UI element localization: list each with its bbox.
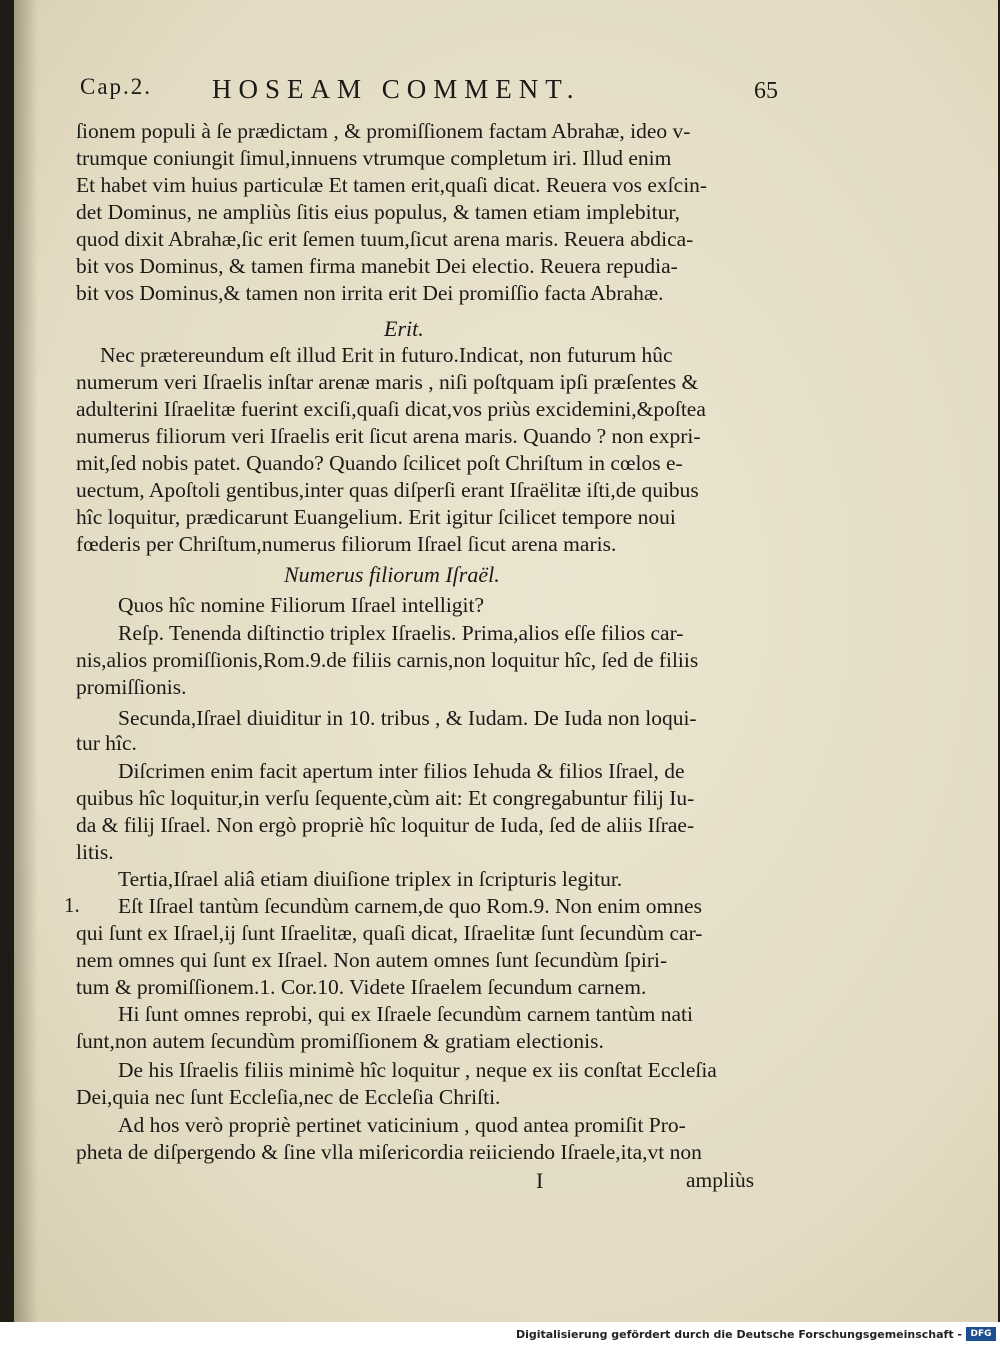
- section-heading-erit: Erit.: [384, 316, 424, 341]
- text-line: uectum, Apoſtoli gentibus,inter quas diſperſi erant Iſraëlitæ iſti,de quibus: [76, 478, 699, 502]
- text-line: Ad hos verò propriè pertinet vaticinium , quod antea promiſit Pro-: [118, 1113, 686, 1137]
- text-line: De his Iſraelis filiis minimè hîc loquitur , neque ex iis conſtat Eccleſia: [118, 1058, 717, 1082]
- text-line: pheta de diſpergendo & ſine vlla miſericordia reiiciendo Iſraele,ita,vt non: [76, 1140, 702, 1164]
- text-line: quod dixit Abrahæ,ſic erit ſemen tuum,ſicut arena maris. Reuera abdica-: [76, 227, 694, 251]
- text-line: bit vos Dominus, & tamen firma manebit Dei electio. Reuera repudia-: [76, 254, 678, 278]
- text-line: ſionem populi à ſe prædictam , & promiſſionem factam Abrahæ, ideo v-: [76, 119, 691, 143]
- text-line: promiſſionis.: [76, 675, 187, 699]
- catchword: ampliùs: [686, 1168, 755, 1192]
- text-line: fœderis per Chriſtum,numerus filiorum Iſrael ſicut arena maris.: [76, 532, 617, 556]
- dfg-logo-icon: DFG: [966, 1327, 996, 1341]
- text-line: det Dominus, ne ampliùs ſitis eius populus, & tamen etiam implebitur,: [76, 200, 681, 224]
- page-number: 65: [754, 78, 778, 104]
- section-heading-numerus: Numerus filiorum Iſraël.: [284, 562, 500, 587]
- text-line: Quos hîc nomine Filiorum Iſrael intelligit?: [118, 593, 485, 617]
- signature-mark: I: [536, 1168, 544, 1193]
- text-line: hîc loquitur, prædicarunt Euangelium. Erit igitur ſcilicet tempore noui: [76, 505, 676, 529]
- text-line: Nec prætereundum eſt illud Erit in futuro.Indicat, non futurum hûc: [100, 343, 673, 367]
- text-line: Reſp. Tenenda diſtinctio triplex Iſraelis. Prima,alios eſſe filios car-: [118, 621, 684, 645]
- text-line: qui ſunt ex Iſrael,ij ſunt Iſraelitæ, quaſi dicat, Iſraelitæ ſunt ſecundùm car-: [76, 921, 703, 945]
- text-line: numerum veri Iſraelis inſtar arenæ maris , niſi poſtquam ipſi præſentes &: [76, 370, 699, 394]
- text-line: Tertia,Iſrael aliâ etiam diuiſione triplex in ſcripturis legitur.: [118, 867, 623, 891]
- text-line: tur hîc.: [76, 731, 137, 755]
- text-line: quibus hîc loquitur,in verſu ſequente,cùm ait: Et congregabuntur filij Iu-: [76, 786, 695, 810]
- text-line: Dei,quia nec ſunt Eccleſia,nec de Eccleſia Chriſti.: [76, 1085, 501, 1109]
- text-line: Eſt Iſrael tantùm ſecundùm carnem,de quo Rom.9. Non enim omnes: [118, 894, 702, 918]
- text-line: tum & promiſſionem.1. Cor.10. Videte Iſraelem ſecundum carnem.: [76, 975, 647, 999]
- text-line: Et habet vim huius particulæ Et tamen erit,quaſi dicat. Reuera vos exſcin-: [76, 173, 708, 197]
- text-line: mit,ſed nobis patet. Quando? Quando ſcilicet poſt Chriſtum in cœlos e-: [76, 451, 683, 475]
- running-head-chapter: Cap.2.: [80, 74, 153, 99]
- text-line: litis.: [76, 840, 114, 864]
- funding-notice: Digitalisierung gefördert durch die Deutsche Forschungsgemeinschaft -: [515, 1328, 962, 1341]
- text-line: nem omnes qui ſunt ex Iſrael. Non autem omnes ſunt ſecundùm ſpiri-: [76, 948, 668, 972]
- marginal-number: 1.: [64, 893, 80, 917]
- text-line: nis,alios promiſſionis,Rom.9.de filiis carnis,non loquitur hîc, ſed de filiis: [76, 648, 699, 672]
- text-line: numerus filiorum veri Iſraelis erit ſicut arena maris. Quando ? non expri-: [76, 424, 701, 448]
- text-line: Hi ſunt omnes reprobi, qui ex Iſraele ſecundùm carnem tantùm nati: [118, 1002, 693, 1026]
- book-page: [14, 0, 998, 1322]
- text-line: ſunt,non autem ſecundùm promiſſionem & gratiam electionis.: [76, 1029, 604, 1053]
- text-line: trumque coniungit ſimul,innuens vtrumque completum iri. Illud enim: [76, 146, 672, 170]
- running-head-title: HOSEAM COMMENT.: [212, 74, 581, 104]
- text-line: Secunda,Iſrael diuiditur in 10. tribus , & Iudam. De Iuda non loqui-: [118, 706, 697, 730]
- text-line: adulterini Iſraelitæ fuerint exciſi,quaſi dicat,vos priùs excidemini,&poſtea: [76, 397, 706, 421]
- text-line: da & filij Iſrael. Non ergò propriè hîc loquitur de Iuda, ſed de aliis Iſrae-: [76, 813, 695, 837]
- text-line: bit vos Dominus,& tamen non irrita erit Dei promiſſio facta Abrahæ.: [76, 281, 664, 305]
- text-line: Diſcrimen enim facit apertum inter filios Iehuda & filios Iſrael, de: [118, 759, 685, 783]
